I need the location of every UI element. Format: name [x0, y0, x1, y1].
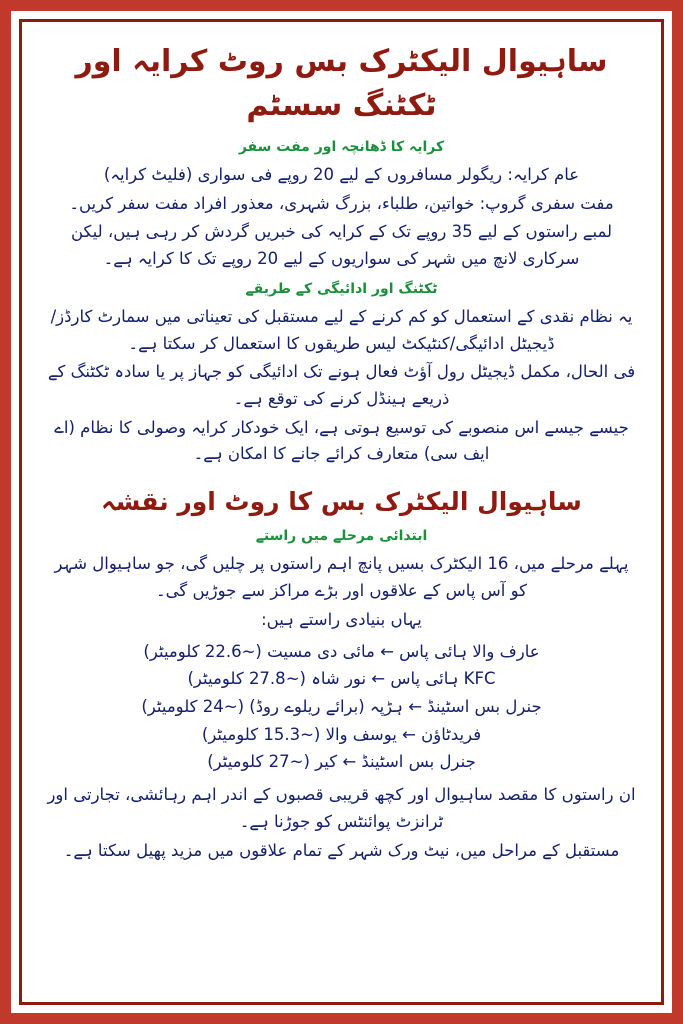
paragraph-future-expansion: مستقبل کے مراحل میں، نیٹ ورک شہر کے تمام علاقوں میں مزید پھیل سکتا ہے۔ — [63, 840, 620, 860]
page-title: ساہیوال الیکٹرک بس روٹ کرایہ اور ٹکٹنگ سسٹم — [75, 44, 608, 123]
document-content — [22, 22, 661, 876]
document-inner-border — [19, 19, 664, 1005]
route-item: عارف والا ہائی پاس ← مائی دی مسیت (~22.6 کلومیٹر) — [143, 641, 540, 661]
route-item: جنرل بس اسٹینڈ ← کیر (~27 کلومیٹر) — [207, 752, 476, 772]
paragraph-smart-card-payment: یہ نظام نقدی کے استعمال کو کم کرنے کے لیے مستقبل کی تعیناتی میں سمارٹ کارڈز/ڈیجیٹل ادائیگی/کنٹیکٹ لیس طریقوں کا استعمال کر سکتا ہے۔ — [50, 306, 633, 353]
route-item: جنرل بس اسٹینڈ ← ہڑپہ (برائے ریلوے روڈ) (~24 کلومیٹر) — [141, 697, 542, 717]
section-heading-ticketing-payment: ٹکٹنگ اور ادائیگی کے طریقے — [245, 280, 438, 297]
paragraph-routes-purpose: ان راستوں کا مقصد ساہیوال اور کچھ قریبی قصبوں کے اندر اہم رہائشی، تجارتی اور ٹرانزٹ پوائنٹس کو جوڑنا ہے۔ — [47, 785, 636, 831]
section-title-route-map: ساہیوال الیکٹرک بس کا روٹ اور نقشہ — [101, 487, 582, 517]
paragraph-general-fare: عام کرایہ: ریگولر مسافروں کے لیے 20 روپے فی سواری (فلیٹ کرایہ) — [103, 165, 580, 184]
route-item: فریدٹاؤن ← یوسف والا (~15.3 کلومیٹر) — [201, 724, 482, 744]
route-list — [38, 638, 645, 777]
section-heading-initial-phase-routes: ابتدائی مرحلے میں راستے — [255, 528, 428, 545]
closing-block — [38, 782, 645, 864]
paragraph-routes-intro: یہاں بنیادی راستے ہیں: — [261, 609, 422, 629]
paragraph-afc-system: جیسے جیسے اس منصوبے کی توسیع ہوتی ہے، ایک خودکار کرایہ وصولی کا نظام (اے ایف سی) متعارف کرائے جانے کا امکان ہے۔ — [54, 417, 629, 464]
paragraph-free-travel-groups: مفت سفری گروپ: خواتین، طلباء، بزرگ شہری، معذور افراد مفت سفر کریں۔ — [69, 193, 614, 213]
paragraph-current-ticketing: فی الحال، مکمل ڈیجیٹل رول آؤٹ فعال ہونے تک ادائیگی کو جہاز پر یا سادہ ٹکٹنگ کے ذریعے ہینڈل کرنے کی توقع ہے۔ — [47, 362, 636, 409]
paragraph-phase-one-buses: پہلے مرحلے میں، 16 الیکٹرک بسیں پانچ اہم راستوں پر چلیں گی، جو ساہیوال شہر کو آس پاس کے علاقوں اور بڑے مراکز سے جوڑیں گی۔ — [54, 554, 629, 601]
route-item: KFC ہائی پاس ← نور شاہ (~27.8 کلومیٹر) — [187, 669, 496, 689]
section-heading-fare-structure: کرایہ کا ڈھانچہ اور مفت سفر — [238, 139, 445, 155]
paragraph-long-route-fare: لمبے راستوں کے لیے 35 روپے تک کے کرایہ کی خبریں گردش کر رہی ہیں، لیکن سرکاری لانچ میں شہر کی سواریوں کے لیے 20 روپے تک کا کرایہ ہے۔ — [70, 222, 613, 269]
